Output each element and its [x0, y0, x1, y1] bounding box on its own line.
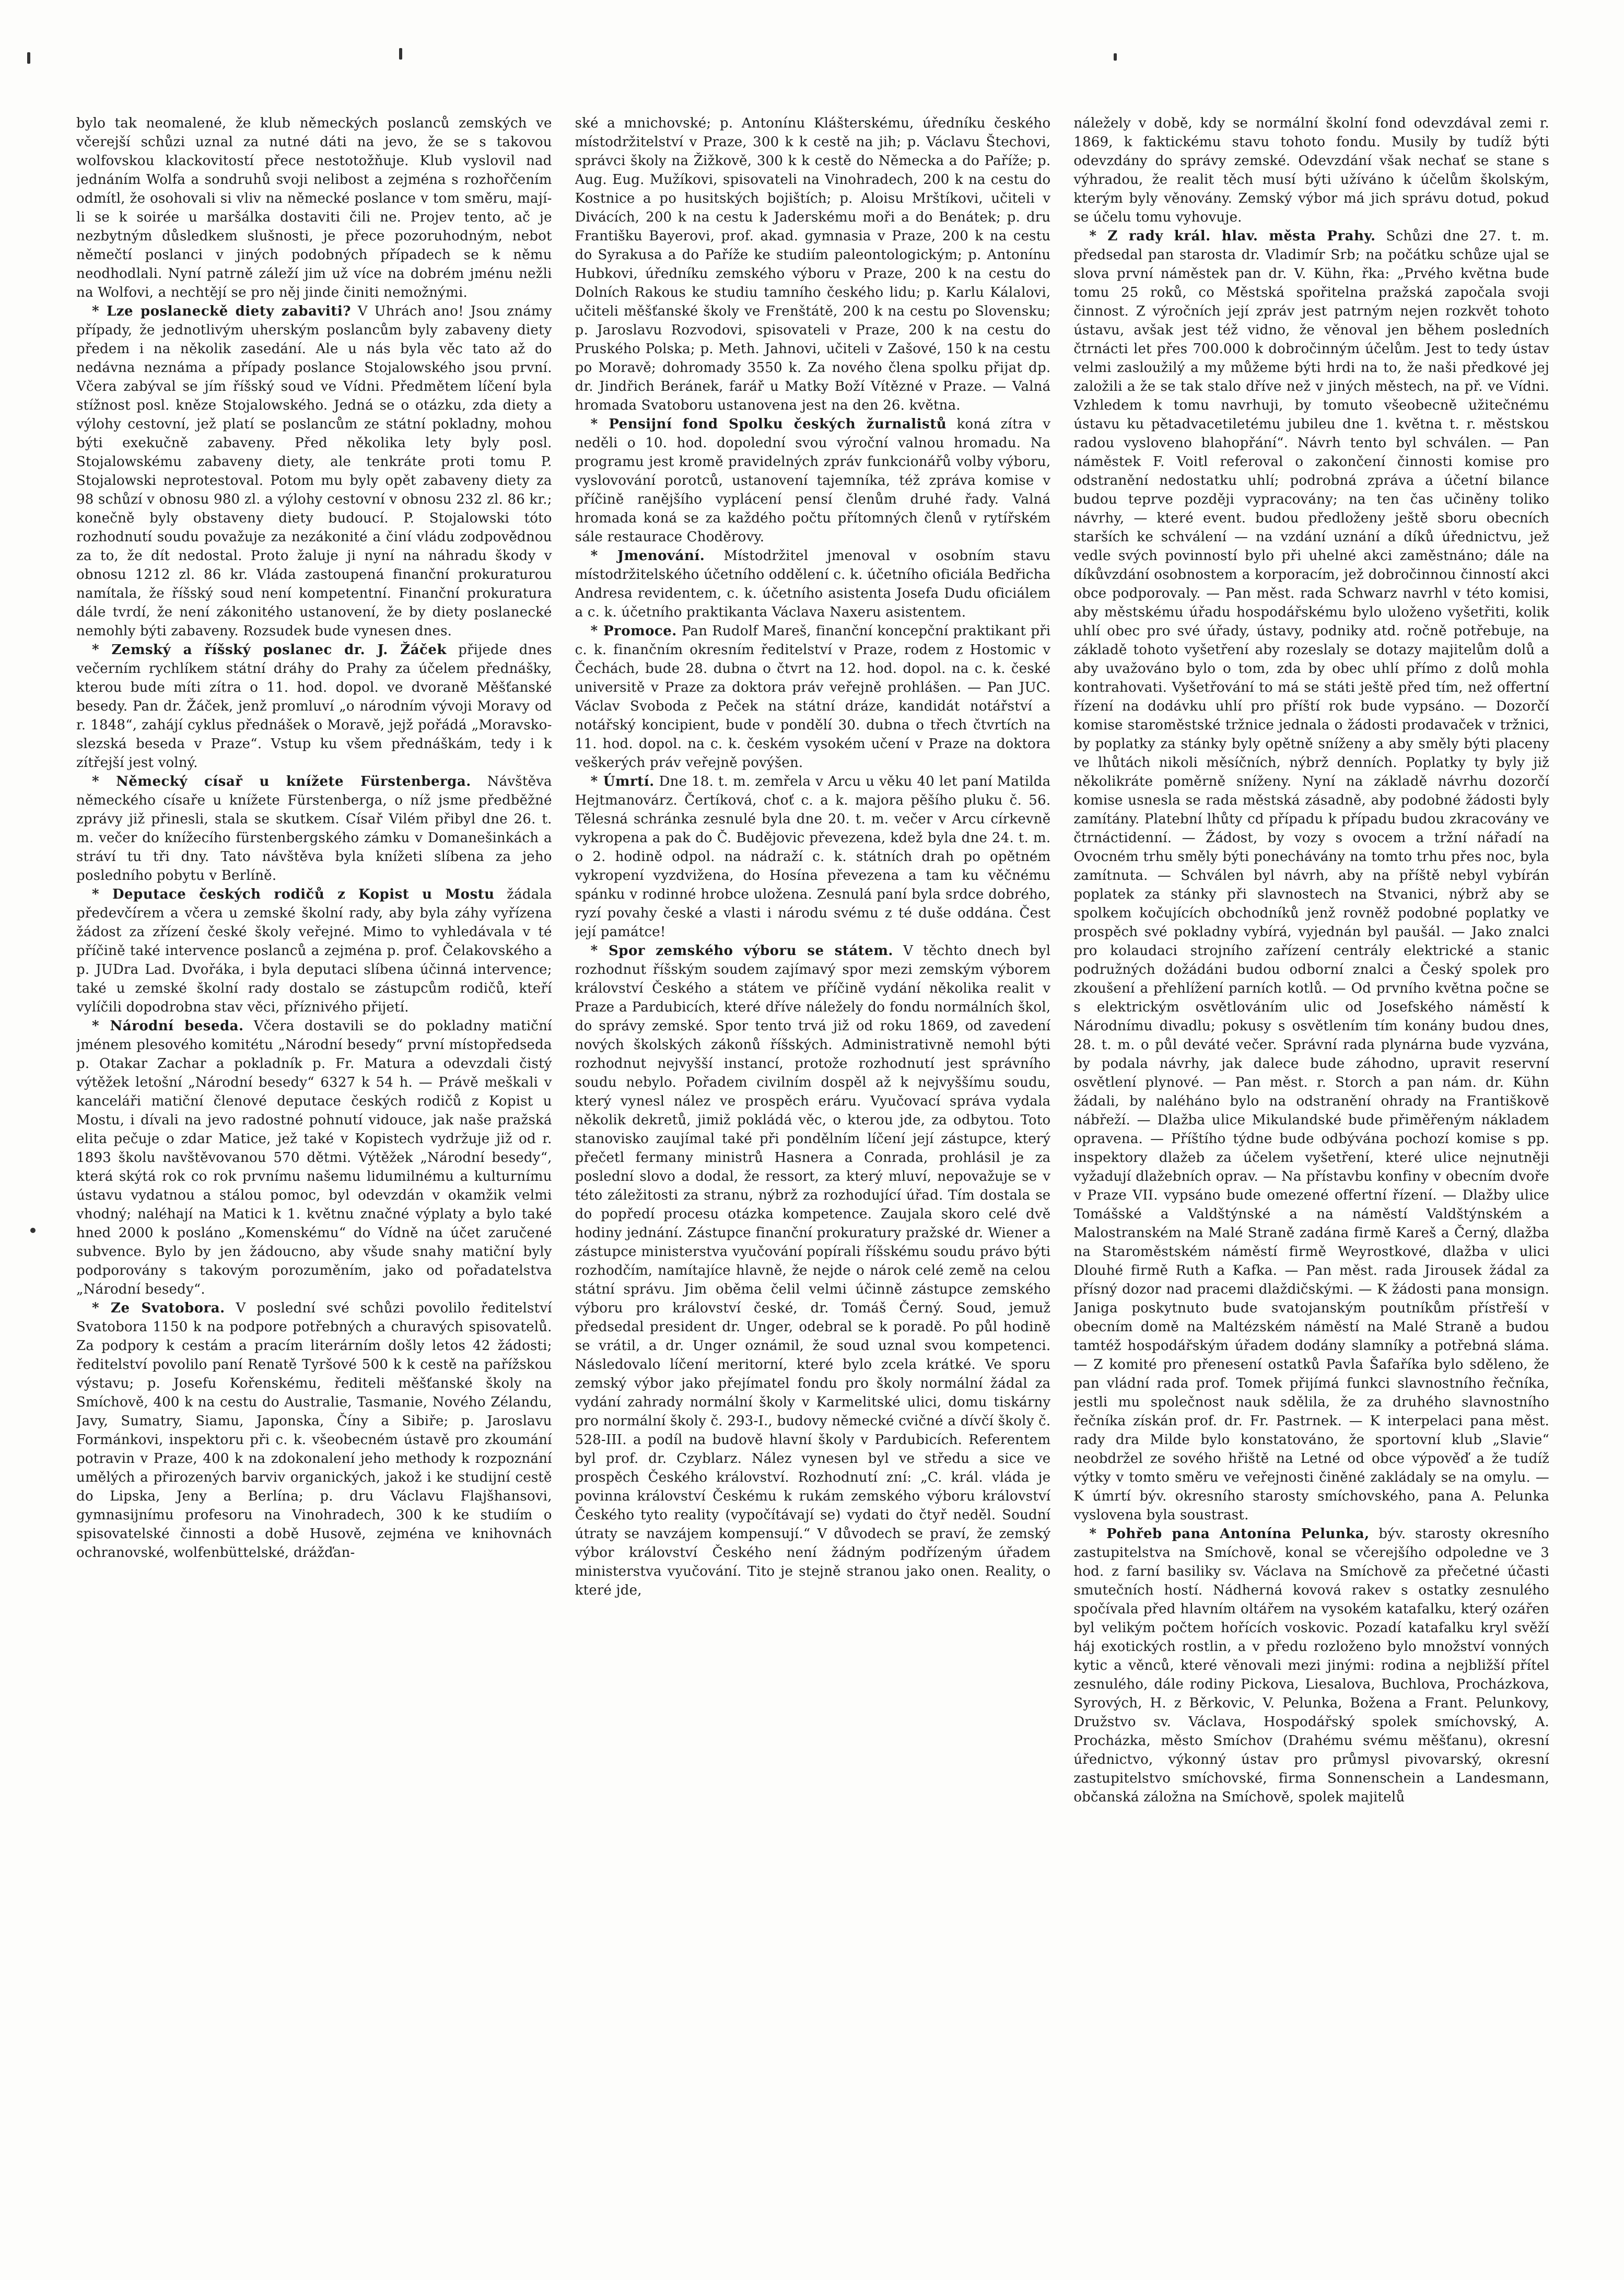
article-heading: * Německý císař u knížete Fürstenberga. [92, 774, 471, 789]
column-right [1073, 114, 1549, 2246]
article-promoce: * Promoce. Pan Rudolf Mareš, finanční koncepční praktikant při c. k. finančním okresním ředitelství v Praze, rodem z Hostomic v Čechách, bude 28. dubna o čtvrt na 12. hod. dopol. na c. k. české universitě v Praze za doktora práv veřejně prohlášen. — Pan JUC. Václav Svoboda z Peček na státní dráze, kandidát notářství a notářský koncipient, bude v pondělí 30. dubna o třech čtvrtích na 11. hod. dopol. na c. k. českém vysokém učení v Praze na doktora veškerých práv veřejně povýšen. [575, 623, 1051, 771]
article-rada-mesta: * Z rady král. hlav. města Prahy. Schůzi dne 27. t. m. předsedal pan starosta dr. Vladimír Srb; na počátku schůze ujal se slova první náměstek pan dr. V. Kühn, řka: „Prvého května bude tomu 25 roků, co Městská spořitelna pražská započala svoji činnost. Z výročních její zpráv jest patrným nejen rozkvět tohoto ústavu, avšak jest též vidno, že věnoval jen během posledních čtrnácti let přes 700.000 k dobročinným účelům. Jest to tedy ústav velmi zasloužilý a my můžeme býti hrdi na to, že naši předkové jej založili a že se tak stalo dříve než v jiných městech, na př. ve Vídni. Vzhledem k tomu navrhuji, by tomuto všeobecně užitečnému ústavu ku pětadvacetiletému jubileu dne 1. května t. r. městskou radou vysloveno blahopřání“. Návrh tento byl schválen. — Pan náměstek F. Voitl referoval o zakončení činnosti komise pro odstranění nedostatku uhlí; podrobná zpráva a účetní bilance budou teprve později vypracovány; na ten čas učiněny toliko návrhy, — které event. budou předloženy ještě sboru obecních starších ke schválení — na vzdání uznání a díků úřednictvu, jež vedle svých povinností bylo při uhelné akci zaměstnáno; dále na díkůvzdání osobnostem a korporacím, jež dobročinnou činností akci obce podporovaly. — Pan měst. rada Schwarz navrhl v této komisi, aby městskému úřadu hospodářskému bylo uloženo vyšetřiti, kolik uhlí obec pro své úřady, ústavy, podniky atd. ročně potřebuje, na základě tohoto vyšetření aby rozeslaly se dotazy majitelům dolů a aby uvažováno bylo o tom, zda by obec uhlí přímo z dolů mohla kontrahovati. Vyšetřování to má se státi ještě před tím, než offertní řízení na dodávku uhlí pro příští rok bude vypsáno. — Dozorčí komise staroměstské tržnice jednala o žádosti prodavaček v tržnici, by poplatky za stánky byly opětně sníženy a aby směly býti placeny ve lhůtách nikoli měsíčních, nýbrž denních. Poplatky ty byly již několikráte poměrně sníženy. Nyní na základě návrhu dozorčí komise usnesla se rada městská zásadně, aby podobné žádosti byly zamítány. Platební lhůty cd případu k případu budou zkracovány ve čtrnáctidenní. — Žádost, by vozy s ovocem a tržní nářadí na Ovocném trhu směly býti ponechávány na tomto trhu přes noc, byla zamítnuta. — Schválen byl návrh, aby na příště nebyl vybírán poplatek za stánky při slavnostech na Stvanici, nýbrž aby se spolkem kočujících obchodníků jenž rovněž podobné poplatky ve prospěch své pokladny vybírá, vyjednán byl paušál. — Jako znalci pro kolaudaci strojního zařízení centrály elektrické a stanic podružných dožádáni budou odborní znalci a Český spolek pro zkoušení a přehlížení parních kotlů. — Od prvního května počne se s elektrickým osvětlováním ulic od Josefského náměstí k Národnímu divadlu; pokusy s osvětlením tím konány budou dnes, 28. t. m. o půl deváté večer. Správní rada plynárna bude vyzvána, by podala návrhy, jak dalece bude záhodno, upravit reservní osvětlení plynové. — Pan měst. r. Storch a pan nám. dr. Kühn žádali, by naléháno bylo na odstranění ohrady na Františkově nábřeží. — Dlažba ulice Mikulandské bude přiměřeným nákladem opravena. — Příštího týdne bude odbývána pochozí komise s pp. inspektory dlažeb za účelem vyšetření, které ulice nejnutněji vyžadují dlažebních oprav. — Na přístavbu konfiny v obecním dvoře v Praze VII. vypsáno bude omezené offertní řízení. — Dlažby ulice Tomášské a Valdštýnské a na náměstí Valdštýnském a Malostranském na Malé Straně zadána firmě Kareš a Černý, dlažba na Staroměstském náměstí firmě Weyrostkové, dlažba v ulici Dlouhé firmě Ruth a Kafka. — Pan měst. rada Jirousek žádal za přísný dozor nad pracemi dlaždičskými. — K žádosti pana monsign. Janiga poskytnuto bude svatojanským poutníkům přístřeší v obecním domě na Maltézském náměstí na Malé Straně a budou tamtéž hospodářským úřadem dodány slamníky a potřebná sláma. — Z komité pro přenesení ostatků Pavla Šafaříka bylo sděleno, že pan vládní rada prof. Tomek přijímá funkci slavnostního řečníka, jestli mu společnost nauk sdělila, že za druhého slavnostního řečníka získán prof. dr. Fr. Pastrnek. — K interpelaci pana měst. rady dra Milde bylo konstatováno, že sportovní klub „Slavie“ neobdržel ze sového hřiště na Letné od obce výpověď a že tudíž výtky v tomto směru ve veřejnosti činěné zakládaly se na omylu. — K úmrtí býv. okresního starosty smíchovského, pana A. Pelunka vyslovena byla soustrast. [1073, 228, 1549, 1523]
article-cisar: * Německý císař u knížete Fürstenberga. Návštěva německého císaře u knížete Fürstenberga, o níž jsme předběžné zprávy již přinesli, stala se skutkem. Císař Vilém přibyl dne 26. t. m. večer do knížecího fürstenbergského zámku v Domanešinkách a stráví tu tři dny. Tato návštěva byla knížeti slíbena za jeho posledního pobytu v Berlíně. [76, 774, 552, 883]
article-pensijni-fond: * Pensijní fond Spolku českých žurnalistů koná zítra v neděli o 10. hod. dopolední svou výroční valnou hromadu. Na programu jest kromě pravidelných zpráv funkcionářů volby výboru, vyslovování porotců, ustanovení tajemníka, též zpráva komise v příčině ranějšího vyplácení pensí členům druhé řady. Valná hromada koná se za každého počtu přítomných členů v rytířském sále restaurace Choděrovy. [575, 416, 1051, 545]
article-heading: * Ze Svatobora. [92, 1300, 225, 1316]
article-zacek: * Zemský a říšský poslanec dr. J. Žáček přijede dnes večerním rychlíkem státní dráhy do Prahy za účelem přednášky, kterou bude míti zítra o 11. hod. dopol. ve dvoraně Měšťanské besedy. Pan dr. Žáček, jenž promluví „o národním vývoji Moravy od r. 1848“, zahájí cyklus přednášek o Moravě, jejž pořádá „Moravsko-slezská beseda v Praze“. Vstup ku všem přednáškám, tedy i k zítřejší jest volný. [76, 642, 552, 771]
article-text: náležely v době, kdy se normální školní fond odevzdával zemi r. 1869, k faktickému stavu tohoto fondu. Musily by tudíž býti odevzdány do správy zemské. Odevzdání však nechať se stane s výhradou, že realit těch musí býti užíváno k účelům školským, kterým byly věnovány. Zemský výbor má jich správu dotud, pokud se účelu tomu vyhovuje. [1073, 115, 1549, 225]
article-heading: * Zemský a říšský poslanec dr. J. Žáček [92, 642, 447, 658]
article-deputace: * Deputace českých rodičů z Kopist u Mostu žádala předevčírem a včera u zemské školní rady, aby byla záhy vyřízena žádost za zřízení české školy veřejné. Mimo to vyhledávala v té příčině také intervence poslanců a zejména p. prof. Čelakovského a p. JUDra Lad. Dvořáka, i byla deputaci slíbena účinná intervence; také u zemské školní rady dostalo se zástupcům rodičů, kteří vylíčili dopodrobna stav věci, příznivého přijetí. [76, 887, 552, 1015]
article-text: bylo tak neomalené, že klub německých poslanců zemských ve včerejší schůzi uznal za nutné dáti na jevo, že se s takovou wolfovskou klackovitostí přece nestotožňuje. Klub vyslovil nad jednáním Wolfa a sondruhů svoji nelibost a zejména s rozhořčením odmítl, že osohovali si vliv na německé poslance v tom směru, mají-li se k soirée u maršálka dostaviti čili ne. Projev tento, ač je nezbytným důsledkem slušnosti, je přece pozoruhodným, nebot němečtí poslanci v jiných podobných případech se k němu neodhodlali. Nyní patrně záleží jim už více na dobrém jménu nežli na Wolfovi, a nechtějí se pro něj jinde činiti nemožnými. [76, 115, 552, 300]
article-jmenovani: * Jmenování. Místodržitel jmenoval v osobním stavu místodržitelského účetního oddělení c. k. účetního oficiála Bedřicha Andresa revidentem, c. k. účetního asistenta Josefa Dudu oficiálem a c. k. účetního praktikanta Václava Naxeru asistentem. [575, 548, 1051, 620]
article-heading: * Národní beseda. [92, 1018, 244, 1034]
article-spor: * Spor zemského výboru se státem. V těchto dnech byl rozhodnut říšským soudem zajímavý spor mezi zemským výborem království Českého a státem ve příčině vydání několika realit v Praze a Pardubicích, které dříve náležely do fondu normálních škol, do správy zemské. Spor tento trvá již od roku 1869, od zavedení nových školských zákonů říšských. Administrativně nemohl býti rozhodnut nejvyšší instancí, protože rozhodnutí jest správního soudu nebylo. Pořadem civilním dospěl až k nejvyššímu soudu, který vynesl nález ve prospěch eráru. Vyučovací správa vydala několik dekretů, jimiž pokládá věc, o kterou jde, za odbytou. Toto stanovisko zaujímal také při pondělním líčení její zástupce, který přečetl fermany ministrů Hasnera a Conrada, prohlásil je za poslední slovo a dodal, že ressort, za který mluví, nepovažuje se v této záležitosti za stranu, nýbrž za rozhodující úřad. Tím dostala se do popředí procesu otázka kompetence. Zaujala skoro celé dvě hodiny jednání. Zástupce finanční prokuratury pražské dr. Wiener a zástupce ministerstva vyučování popírali říšskému soudu právo býti rozhodčím, namítajíce hlavně, že nejde o nárok celé země na celou státní správu. Jim oběma čelil velmi účinně zástupce zemského výboru pro království české, dr. Tomáš Černý. Soud, jemuž předsedal president dr. Unger, odebral se k poradě. Po půl hodině se vrátil, a dr. Unger oznámil, že soud uznal svou kompetenci. Následovalo líčení meritorní, které bylo zcela krátké. Ve sporu zemský výbor jako přejímatel fondu pro školy normální žádal za vydání zahrady normální školy v Karmelitské ulici, domu tiskárny pro normální školy č. 293-I., budovy německé cvičné a dívčí školy č. 528-III. a podíl na budově hlavní školy v Pardubicích. Referentem byl prof. dr. Czyblarz. Nález vynesen byl ve středu a sice ve prospěch Českého království. Rozhodnutí zní: „C. král. vláda je povinna království Českému k rukám zemského výboru království Českého tyto reality (vypočítávají se) vydati do čtyř neděl. Soudní útraty se navzájem kompensují.“ V důvodech se praví, že zemský výbor království Českého není žádným podřízeným úřadem ministerstva vyučování. Tito je stejně stranou jako onen. Reality, o které jde, [575, 943, 1051, 1598]
print-mark [399, 48, 402, 60]
text-columns [76, 114, 1549, 2246]
article-text: ské a mnichovské; p. Antonínu Klášterskému, úředníku českého místodržitelství v Praze, 300 k k cestě na jih; p. Václavu Štechovi, správci školy na Žižkově, 300 k k cestě do Německa a do Paříže; p. Aug. Eug. Mužíkovi, spisovateli na Vinohradech, 200 k na cestu do Kostnice a po husitských bojištích; p. Aloisu Mrštíkovi, učiteli v Divácích, 200 k na cestu k Jaderskému moři a do Benátek; p. dru Františku Bayerovi, prof. akad. gymnasia v Praze, 200 k na cestu do Syrakusa a do Paříže ke studiím paleontologickým; p. Antonínu Hubkovi, úředníku zemského výboru v Praze, 200 k na cestu do Dolních Rakous ke studiu tamního českého lidu; p. Karlu Kálalovi, učiteli měšťanské školy ve Frenštátě, 200 k na cestu po Slovensku; p. Jaroslavu Rozvodovi, spisovateli v Praze, 200 k na cestu do Pruského Polska; p. Meth. Jahnovi, učiteli v Zašové, 150 k na cestu po Moravě; dohromady 3550 k. Za nového člena spolku přijat dp. dr. Jindřich Beránek, farář u Matky Boží Vítězné v Praze. — Valná hromada Svatoboru ustanovena jest na den 26. května. [575, 115, 1051, 413]
article-heading: * Úmrtí. [590, 774, 655, 789]
article-heading: * Spor zemského výboru se státem. [590, 943, 893, 959]
article-umrti: * Úmrtí. Dne 18. t. m. zemřela v Arcu u věku 40 let paní Matilda Hejtmanovárz. Čertíková, choť c. a k. majora pěšího pluku č. 56. Tělesná schránka zesnulé byla dne 20. t. m. večer v Arcu církevně vykropena a pak do Č. Budějovic převezena, kdež byla dne 24. t. m. o 2. hodině odpol. na nádraží c. k. státních drah po opětném vykropení vyzdvižena, do Hosína převezena a tam ku věčnému spánku v rodinné hrobce uložena. Zesnulá paní byla srdce dobrého, ryzí povahy české a vlasti i národu svému z té duše oddána. Čest její památce! [575, 774, 1051, 940]
article-heading: * Jmenování. [590, 548, 705, 564]
article-svatobor: * Ze Svatobora. V poslední své schůzi povolilo ředitelství Svatobora 1150 k na podpore potřebných a churavých spisovatelů. Za podpory k cestám a pracím literárním došly letos 42 žádosti; ředitelství povolilo paní Renatě Tyršové 500 k k cestě na pařížskou výstavu; p. Josefu Kořenskému, řediteli měšťanské školy na Smíchově, 400 k na cestu do Australie, Tasmanie, Nového Zélandu, Javy, Sumatry, Siamu, Japonska, Číny a Sibiře; p. Jaroslavu Formánkovi, inspektoru při c. k. všeobecném ústavě pro zkoumání potravin v Praze, 400 k na zdokonalení jeho methody k rozpoznání umělých a přirozených barviv organických, jakož i ke studijní cestě do Lipska, Jeny a Berlína; p. dru Václavu Flajšhansovi, gymnasijnímu profesoru na Vinohradech, 300 k ke studiím o spisovatelské činnosti a době Husově, zejména ve knihovnách ochranovské, wolfenbüttelské, drážďan- [76, 1300, 552, 1561]
article-heading: * Lze poslaneckě diety zabaviti? [92, 304, 352, 319]
article-heading: * Promoce. [590, 623, 677, 639]
article-narodni-beseda: * Národní beseda. Včera dostavili se do pokladny matiční jménem plesového komitétu „Národní besedy“ první místopředseda p. Otakar Zachar a pokladník p. Fr. Matura a odevzdali čistý výtěžek letošní „Národní besedy“ 6327 k 54 h. — Právě meškali v kanceláři matiční členové deputace českých rodičů z Kopist u Mostu, i dívali na jevo radostné pohnutí vidouce, jak naše pražská elita pečuje o zdar Matice, jež také v Kopistech vydržuje již od r. 1893 školu navštěvovanou 570 dětmi. Výtěžek „Národní besedy“, která skýtá rok co rok prvnímu našemu lidumilnému a kulturnímu ústavu vydatnou a stálou pomoc, byl odevzdán v okamžik velmi vhodný; naléhají na Matici k 1. květnu značné výplaty a bylo také hned 2000 k posláno „Komenskému“ do Vídně na účet zaručené subvence. Bylo by jen žádoucno, aby všude snahy matiční byly podporovány s takovým porozuměním, jako od pořadatelstva „Národní besedy“. [76, 1018, 552, 1297]
article-heading: * Pensijní fond Spolku českých žurnalistů [590, 416, 947, 432]
print-dot [30, 1228, 36, 1233]
print-mark [1114, 53, 1117, 61]
article-heading: * Z rady král. hlav. města Prahy. [1089, 228, 1376, 244]
article-diety: * Lze poslaneckě diety zabaviti? V Uhrách ano! Jsou známy případy, že jednotlivým uherským poslancům byly zabaveny diety předem i na několik zasedání. Ale u nás byla věc tato až do nedávna neznáma a případy poslance Stojalowského jsou první. Včera zabýval se jím říšský soud ve Vídni. Předmětem líčení byla stížnost posl. kněze Stojalowského. Jedná se o otázku, zda diety a výlohy cestovní, jež platí se poslancům ze státní pokladny, mohou býti exekučně zabaveny. Před několika lety byly posl. Stojalowskému zabaveny diety, ale tenkráte proti tomu P. Stojalowski neprotestoval. Potom mu byly opět zabaveny diety za 98 schůzí v obnosu 980 zl. a výlohy cestovní v obnosu 232 zl. 86 kr.; konečně byly obstaveny diety budoucí. P. Stojalowski tóto rozhodnutí soudu považuje za nezákonité a činí vládu zodpovědnou za to, že dít nedostal. Proto žaluje ji nyní na náhradu škody v obnosu 1212 zl. 86 kr. Vláda zastoupená finanční prokuraturou namítala, že říšský soud není kompetentní. Finanční prokuratura dále tvrdí, že není zákonitého ustanovení, že by diety poslanecké nemohly býti zabaveny. Rozsudek bude vynesen dnes. [76, 304, 552, 639]
column-middle [575, 114, 1051, 2246]
print-mark [27, 52, 30, 64]
article-heading: * Pohřeb pana Antonína Pelunka, [1089, 1526, 1370, 1542]
column-left [76, 114, 552, 2246]
article-pohreb: * Pohřeb pana Antonína Pelunka, býv. starosty okresního zastupitelstva na Smíchově, konal se včerejšího odpoledne ve 3 hod. z farní basiliky sv. Václava na Smíchově za přečetné účasti smutečních hostí. Nádherná kovová rakev s ostatky zesnulého spočívala před hlavním oltářem na vysokém katafalku, který ozářen byl velikým počtem hořících voskovic. Pozadí katafalku kryl svěží háj exotických rostlin, a v předu rozloženo bylo množství vonných kytic a věnců, které věnovali mezi jinými: rodina a nejbližší přítel zesnulého, dále rodiny Pickova, Liesalova, Buchlova, Procházkova, Syrových, H. z Běrkovic, V. Pelunka, Božena a Frant. Pelunkovy, Družstvo sv. Václava, Hospodářský spolek smíchovský, A. Procházka, město Smíchov (Drahému svému měšťanu), okresní úřednictvo, výkonný ústav pro průmysl pivovarský, okresní zastupitelstvo smíchovské, firma Sonnenschein a Landesmann, občanská záložna na Smíchově, spolek majitelů [1073, 1526, 1549, 1805]
article-heading: * Deputace českých rodičů z Kopist u Mostu [92, 887, 495, 902]
